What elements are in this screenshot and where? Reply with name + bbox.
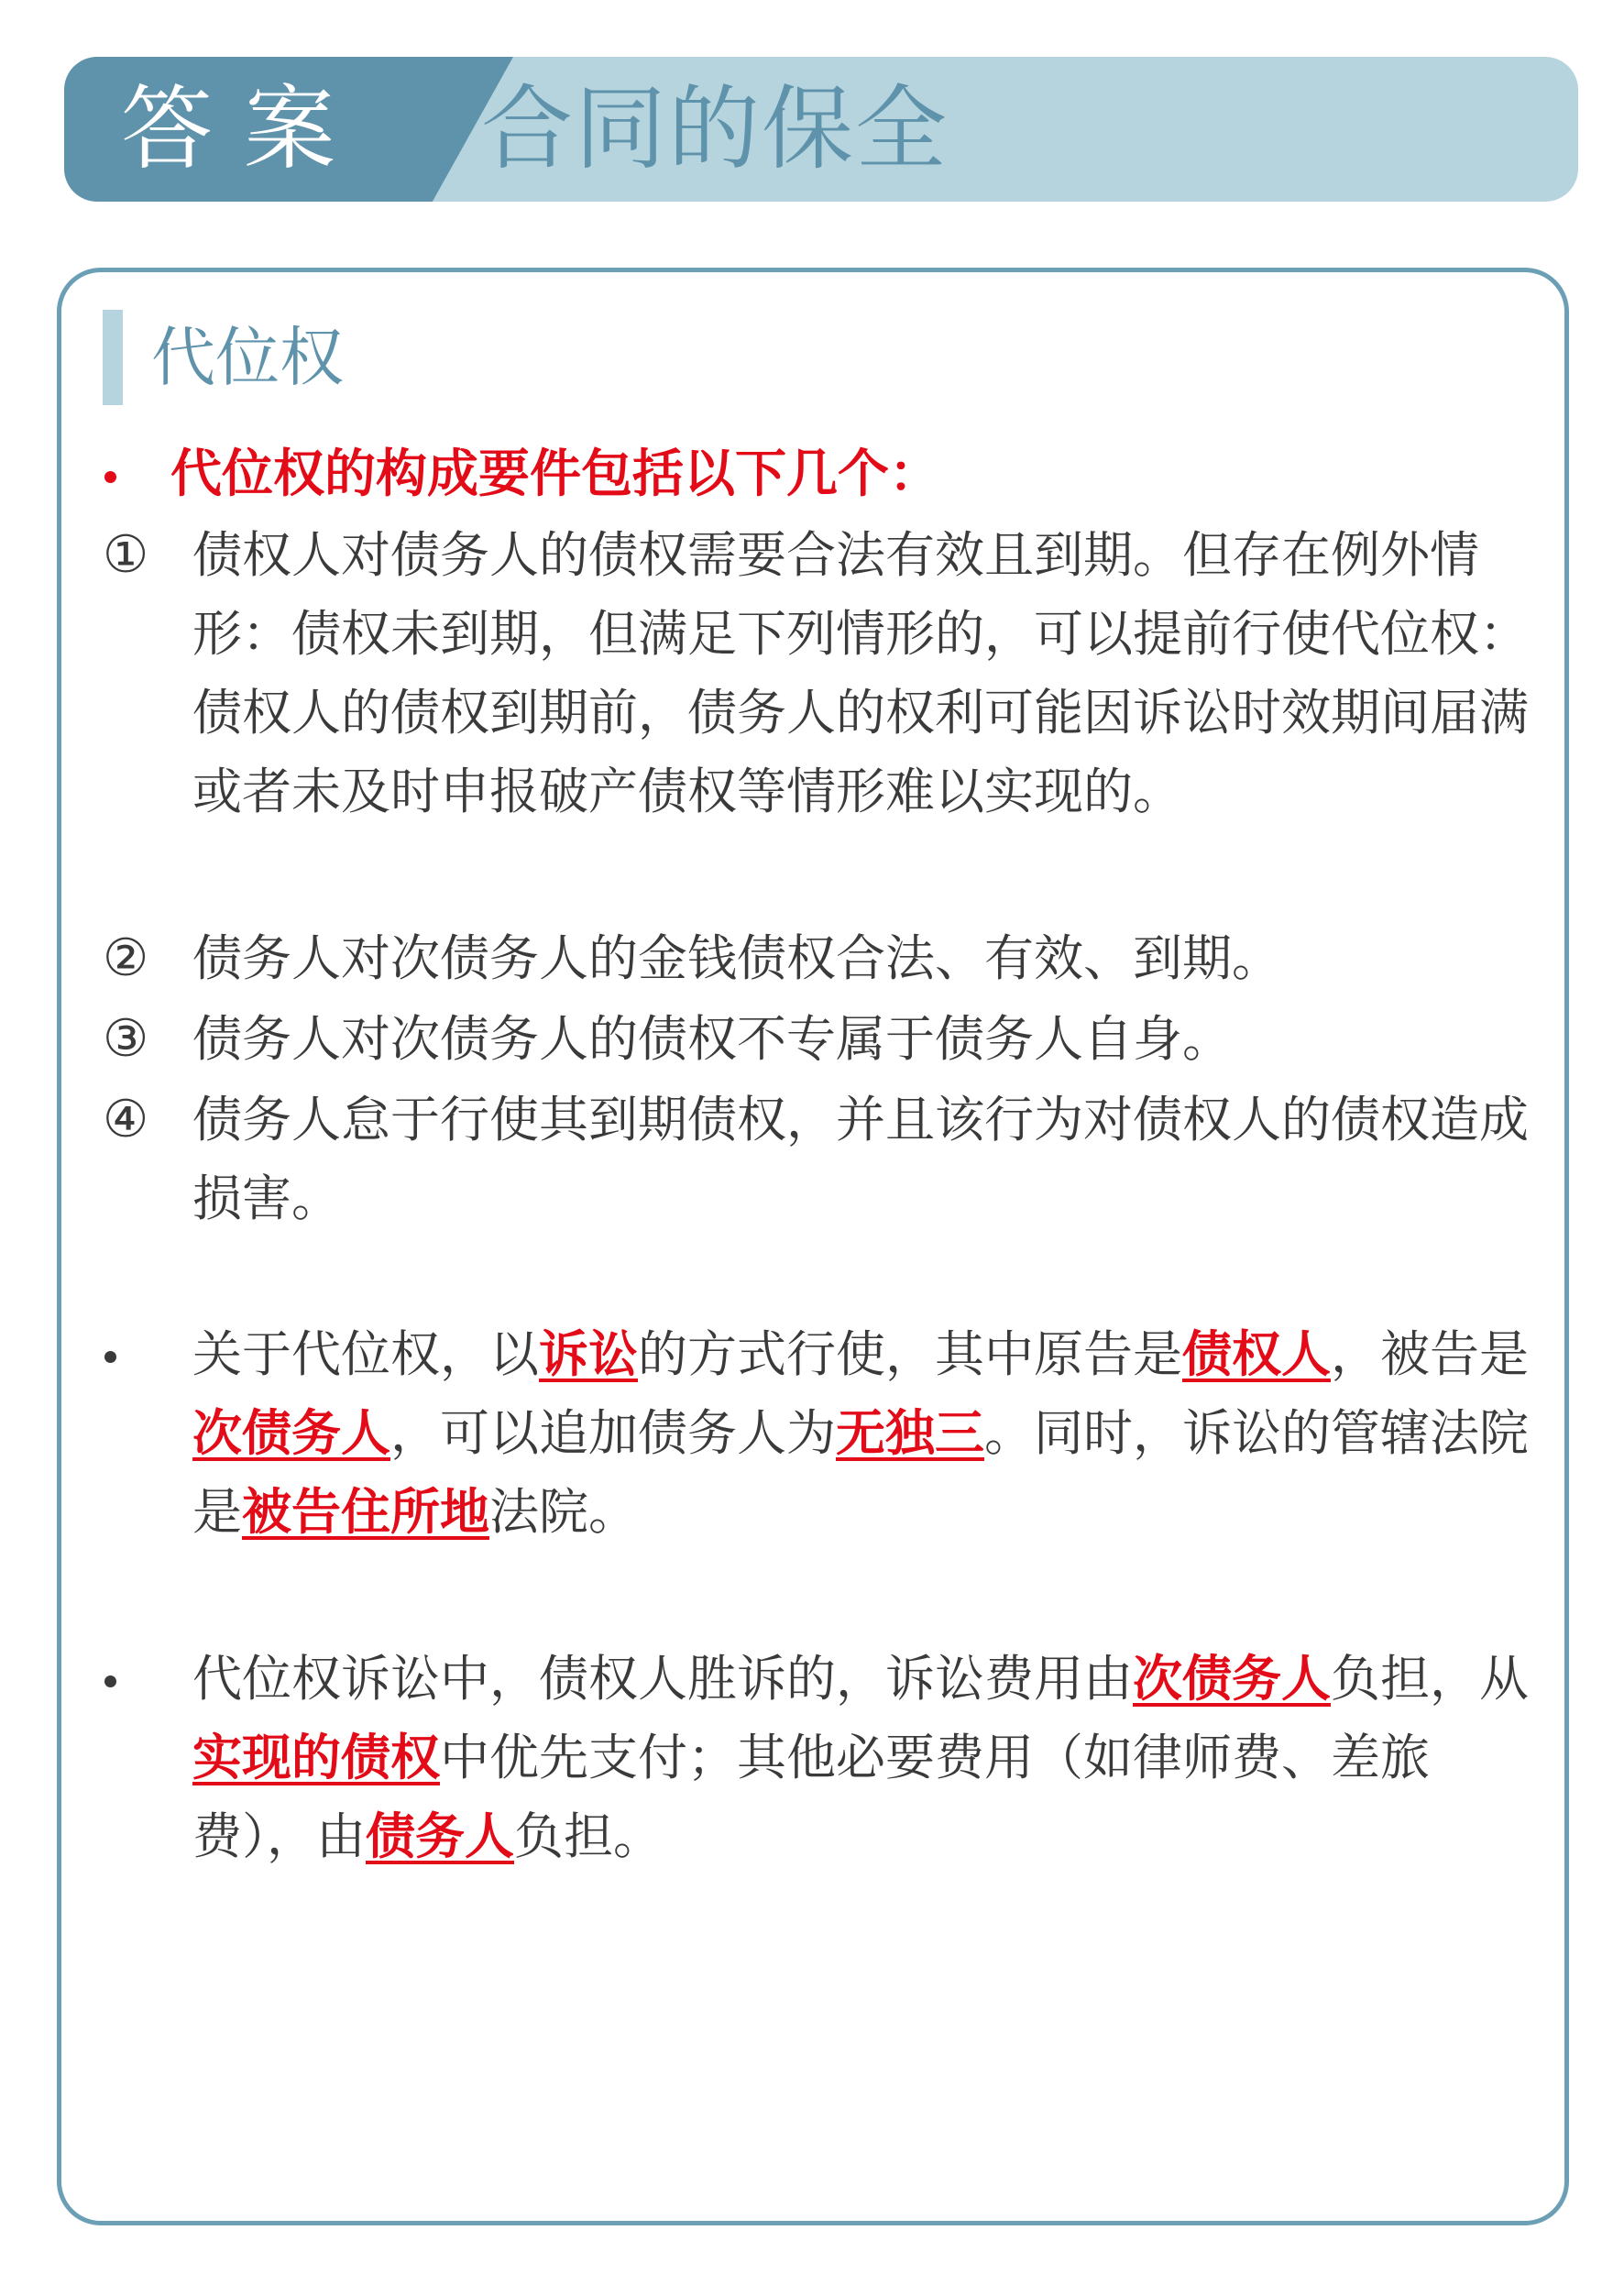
item-number-1: ①: [103, 525, 149, 585]
text-span: 。同时，诉讼的管辖法院是: [192, 1404, 1529, 1541]
bullet-icon: [104, 471, 116, 483]
section-marker: [103, 310, 123, 405]
litigation-paragraph: [192, 1315, 1531, 1552]
highlight-term: 债权人: [1182, 1325, 1331, 1383]
item-number-2: ②: [103, 928, 149, 988]
item-number-3: ③: [103, 1009, 149, 1069]
requirements-heading: 代位权的构成要件包括以下几个：: [170, 445, 940, 504]
requirement-item-3: 债务人对次债务人的债权不专属于债务人自身。: [192, 1010, 1232, 1068]
highlight-term: 次债务人: [192, 1404, 390, 1462]
item-number-4: ④: [103, 1090, 149, 1149]
page-title: 合同的保全: [481, 75, 949, 182]
text-span: 关于代位权，以: [192, 1325, 539, 1383]
text-span: 中优先支付；其他必要费用（如律师费、差旅费），由: [192, 1729, 1430, 1865]
text-span: 的方式行使，其中原告是: [638, 1325, 1182, 1383]
header-label: 答案: [121, 75, 367, 182]
section-title: 代位权: [151, 320, 344, 395]
cost-paragraph: [192, 1640, 1531, 1876]
text-span: 代位权诉讼中，债权人胜诉的，诉讼费用由: [192, 1650, 1133, 1708]
highlight-term: 无独三: [836, 1404, 984, 1462]
highlight-term: 债务人: [366, 1807, 514, 1865]
highlight-term: 被告住所地: [242, 1483, 489, 1541]
text-span: 负担，从: [1331, 1650, 1529, 1708]
requirement-item-2: 债务人对次债务人的金钱债权合法、有效、到期。: [192, 929, 1281, 987]
requirement-item-4: 债务人怠于行使其到期债权，并且该行为对债权人的债权造成损害。: [192, 1091, 1529, 1227]
page-header: [64, 57, 1578, 202]
text-span: 法院。: [489, 1483, 638, 1541]
bullet-icon: [104, 1351, 116, 1363]
text-span: 负担。: [514, 1807, 663, 1865]
highlight-term: 次债务人: [1133, 1650, 1331, 1708]
bullet-icon: [104, 1675, 116, 1687]
highlight-term: 诉讼: [539, 1325, 638, 1383]
text-span: ，可以追加债务人为: [390, 1404, 836, 1462]
highlight-term: 实现的债权: [192, 1729, 440, 1786]
text-span: ，被告是: [1331, 1325, 1529, 1383]
requirement-item-1: 债权人对债务人的债权需要合法有效且到期。但存在例外情形：债权未到期，但满足下列情形的，可以提前行使代位权：债权人的债权到期前，债务人的权利可能因诉讼时效期间届满或者未及时申报破产债权等情形难以实现的。: [192, 526, 1529, 820]
